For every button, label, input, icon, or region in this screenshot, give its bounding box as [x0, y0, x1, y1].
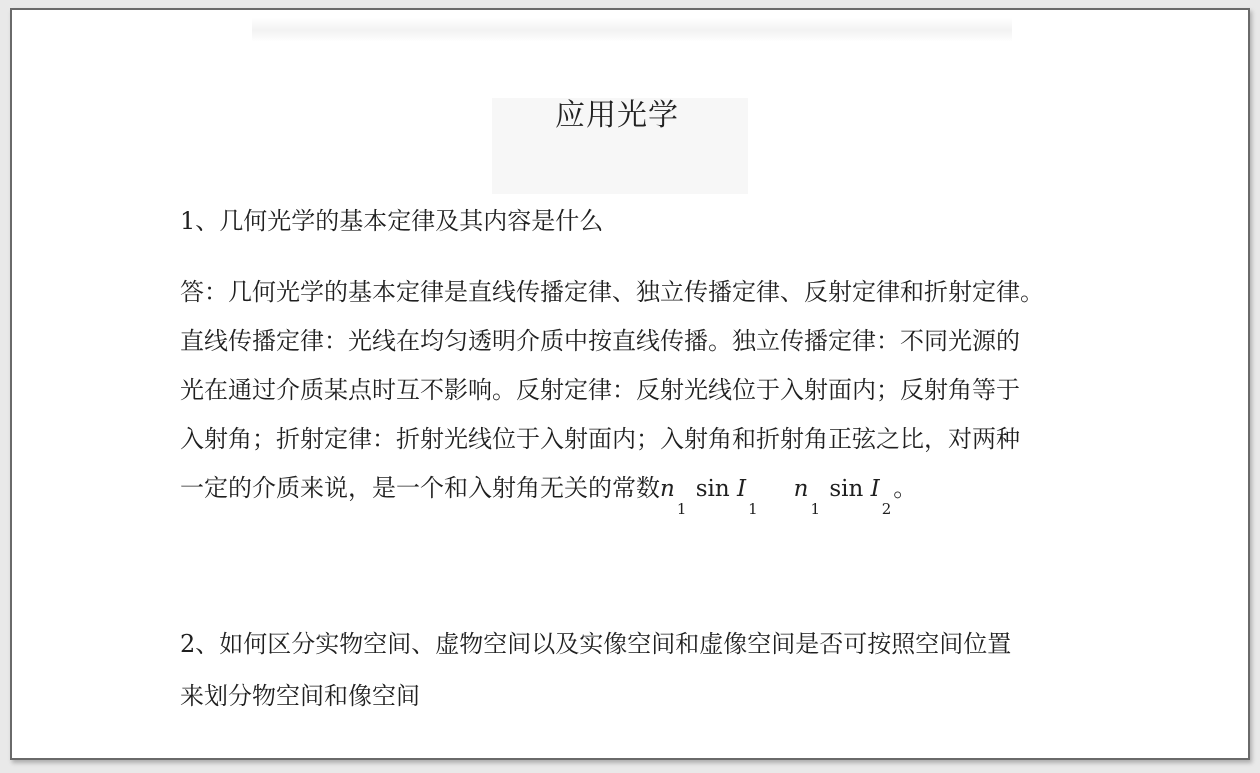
question-2 [180, 618, 1140, 722]
formula-n-right-sub: 1 [810, 500, 820, 518]
document-page [10, 8, 1250, 760]
document-content [180, 195, 1140, 722]
question-2-line: 2、如何区分实物空间、虚物空间以及实像空间和虚像空间是否可按照空间位置 [180, 630, 1012, 658]
faded-header-artifact [252, 18, 1012, 42]
formula-I-left: I [736, 476, 747, 502]
answer-1-line: 入射角；折射定律：折射光线位于入射面内；入射角和折射角正弦之比，对两种 [180, 425, 1020, 453]
answer-1-last-line [180, 464, 1140, 516]
snell-law-formula [660, 465, 893, 516]
answer-1-line: 答：几何光学的基本定律是直线传播定律、独立传播定律、反射定律和折射定律。 [180, 278, 1044, 306]
formula-I-right: I [870, 476, 880, 502]
question-1: 1、几何光学的基本定律及其内容是什么 [180, 207, 604, 235]
formula-n-left: n [660, 476, 675, 502]
document-title: 应用光学 [555, 98, 679, 133]
formula-n-left-sub: 1 [676, 500, 687, 518]
formula-sin-right: sin [829, 476, 864, 502]
formula-I-left-sub: 1 [748, 500, 758, 518]
answer-1-line-text: 一定的介质来说，是一个和入射角无关的常数 [180, 474, 660, 502]
formula-sin-left: sin [695, 476, 730, 502]
question-2-line: 来划分物空间和像空间 [180, 682, 420, 710]
formula-end-mark: 。 [893, 474, 918, 502]
formula-I-right-sub: 2 [881, 500, 892, 518]
answer-1-line: 直线传播定律：光线在均匀透明介质中按直线传播。独立传播定律：不同光源的 [180, 327, 1020, 355]
answer-1 [180, 268, 1140, 516]
formula-n-right: n [793, 476, 809, 502]
answer-1-line: 光在通过介质某点时互不影响。反射定律：反射光线位于入射面内；反射角等于 [180, 376, 1020, 404]
